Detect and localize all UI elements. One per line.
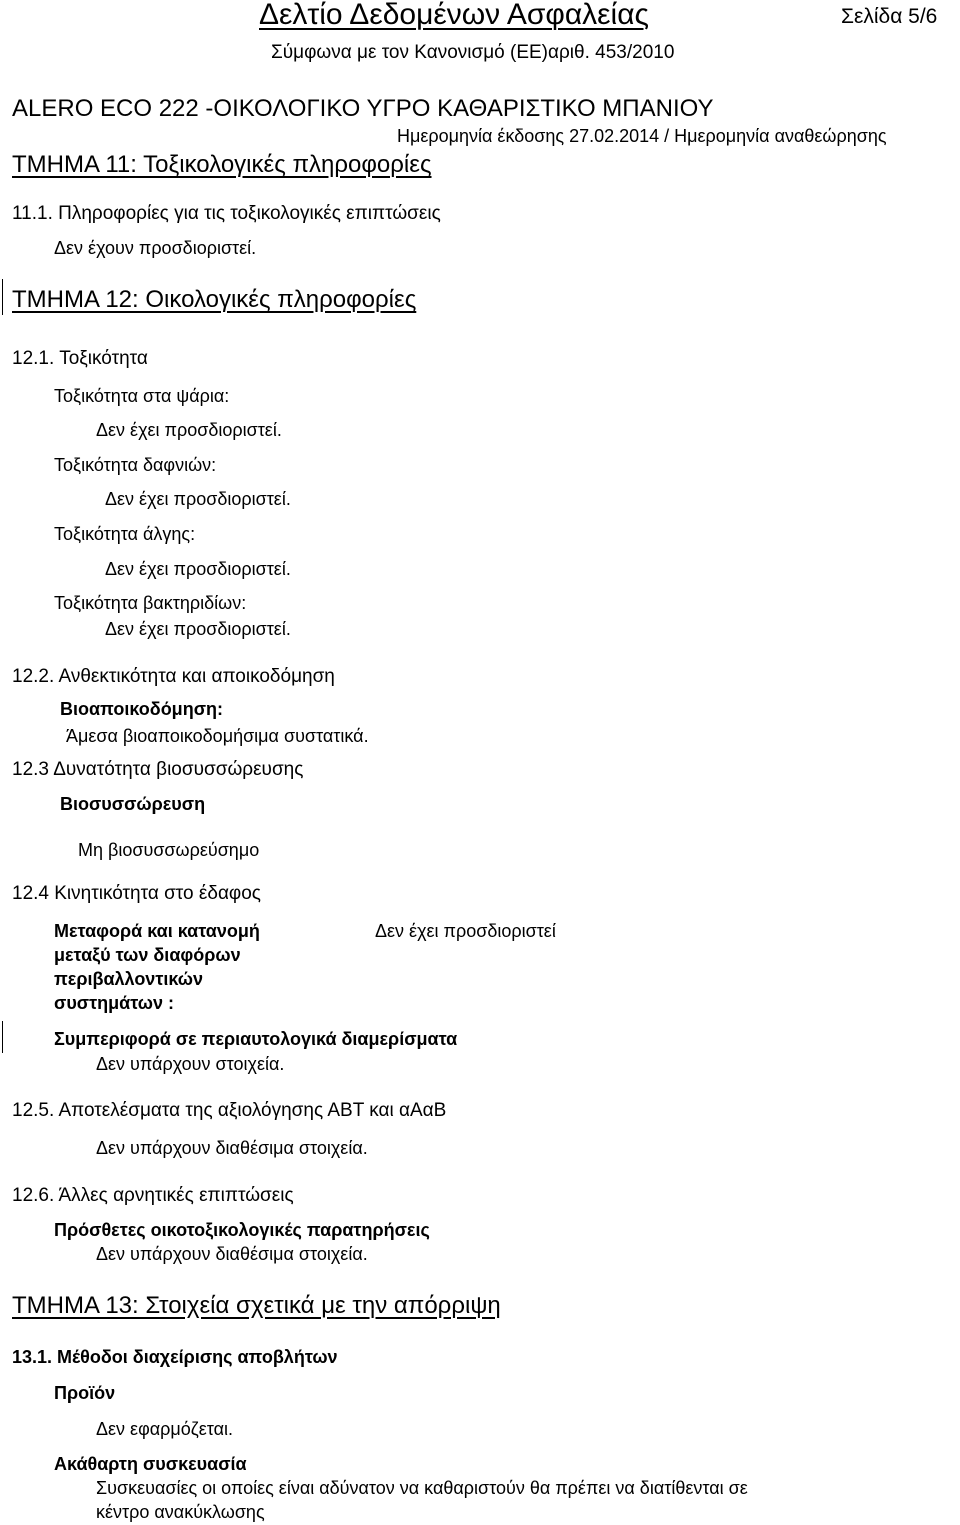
compartment-behaviour-label: Συμπεριφορά σε περιαυτολογικά διαμερίσματα: [54, 1029, 458, 1049]
waste-methods-heading: 13.1. Μέθοδοι διαχείρισης αποβλήτων: [12, 1347, 338, 1367]
product-name: ALERO ECO 222 -ΟΙΚΟΛΟΓΙΚΟ ΥΓΡΟ ΚΑΘΑΡΙΣΤΙΚΟ ΜΠΑΝΙΟΥ: [12, 95, 714, 122]
bioaccumulation-label: Βιοσυσσώρευση: [60, 794, 206, 814]
pbt-value: Δεν υπάρχουν διαθέσιμα στοιχεία.: [96, 1138, 368, 1158]
other-effects-value: Δεν υπάρχουν διαθέσιμα στοιχεία.: [96, 1244, 368, 1264]
biodegradation-value: Άμεσα βιοαποικοδομήσιμα συστατικά.: [66, 726, 369, 746]
biodegradation-label: Βιοαποικοδόμηση:: [60, 699, 223, 719]
section-13-title: ΤΜΗΜΑ 13: Στοιχεία σχετικά με την απόρριψη: [12, 1292, 501, 1319]
bioaccumulation-value: Μη βιοσυσσωρεύσημο: [78, 840, 260, 860]
regulation-reference: Σύμφωνα με τον Κανονισμό (ΕΕ)αριθ. 453/2010: [271, 42, 675, 63]
compartment-behaviour-value: Δεν υπάρχουν στοιχεία.: [96, 1054, 285, 1074]
mobility-heading: 12.4 Κινητικότητα στο έδαφος: [12, 883, 261, 904]
revision-marker: [2, 279, 3, 315]
fish-toxicity-label: Τοξικότητα στα ψάρια:: [54, 386, 230, 406]
transport-label-line-3: περιβαλλοντικών: [54, 969, 204, 989]
bioaccumulation-heading: 12.3 Δυνατότητα βιοσυσσώρευσης: [12, 759, 304, 780]
transport-label-line-4: συστημάτων :: [54, 993, 174, 1013]
section-12-title: ΤΜΗΜΑ 12: Οικολογικές πληροφορίες: [12, 286, 417, 313]
pbt-heading: 12.5. Αποτελέσματα της αξιολόγησης ΑΒΤ και αΑαΒ: [12, 1100, 447, 1121]
page-number: Σελίδα 5/6: [841, 5, 938, 28]
daphnia-toxicity-label: Τοξικότητα δαφνιών:: [54, 455, 217, 475]
product-value: Δεν εφαρμόζεται.: [96, 1419, 233, 1439]
document-title: Δελτίο Δεδομένων Ασφαλείας: [259, 0, 650, 31]
section-11-1-heading: 11.1. Πληροφορίες για τις τοξικολογικές επιπτώσεις: [12, 203, 441, 224]
daphnia-toxicity-value: Δεν έχει προσδιοριστεί.: [105, 489, 291, 509]
section-11-title: ΤΜΗΜΑ 11: Τοξικολογικές πληροφορίες: [12, 151, 432, 178]
toxicity-heading: 12.1. Τοξικότητα: [12, 348, 148, 369]
transport-label-line-1: Μεταφορά και κατανομή: [54, 921, 260, 941]
algae-toxicity-label: Τοξικότητα άλγης:: [54, 524, 196, 544]
persistence-heading: 12.2. Ανθεκτικότητα και αποικοδόμηση: [12, 666, 335, 687]
packaging-text-line-2: κέντρο ανακύκλωσης: [96, 1502, 265, 1522]
transport-value: Δεν έχει προσδιοριστεί: [375, 921, 556, 941]
packaging-text-line-1: Συσκευασίες οι οποίες είναι αδύνατον να καθαριστούν θα πρέπει να διατίθενται σε: [96, 1478, 748, 1498]
bacteria-toxicity-value: Δεν έχει προσδιοριστεί.: [105, 619, 291, 639]
other-effects-label: Πρόσθετες οικοτοξικολογικές παρατηρήσεις: [54, 1220, 430, 1240]
fish-toxicity-value: Δεν έχει προσδιοριστεί.: [96, 420, 282, 440]
issue-date: Ημερομηνία έκδοσης 27.02.2014 / Ημερομηνία αναθεώρησης: [397, 126, 887, 146]
product-label: Προϊόν: [54, 1383, 116, 1403]
algae-toxicity-value: Δεν έχει προσδιοριστεί.: [105, 559, 291, 579]
section-11-1-text: Δεν έχουν προσδιοριστεί.: [54, 238, 257, 258]
revision-marker: [2, 1021, 3, 1053]
packaging-label: Ακάθαρτη συσκευασία: [54, 1454, 247, 1474]
other-effects-heading: 12.6. Άλλες αρνητικές επιπτώσεις: [12, 1185, 294, 1206]
bacteria-toxicity-label: Τοξικότητα βακτηριδίων:: [54, 593, 247, 613]
transport-label-line-2: μεταξύ των διαφόρων: [54, 945, 241, 965]
